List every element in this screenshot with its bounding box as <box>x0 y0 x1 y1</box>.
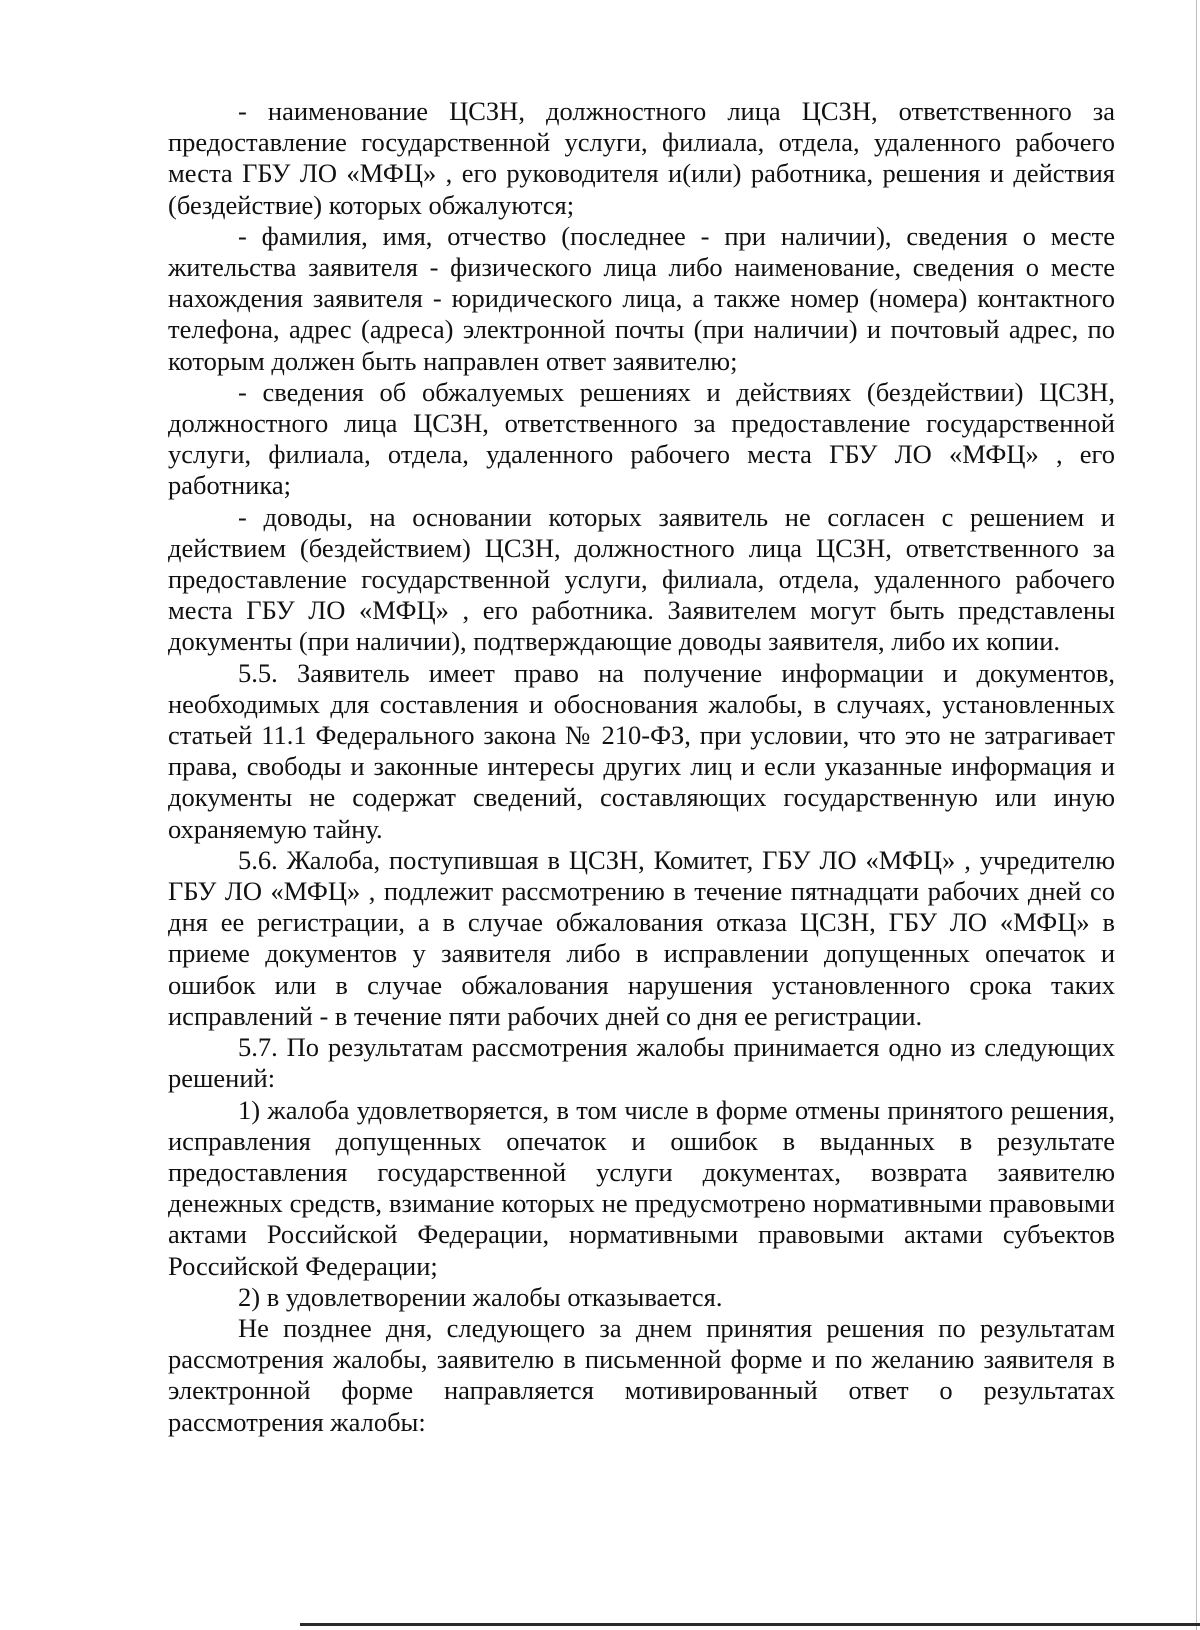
paragraph-appealed-decisions: - сведения об обжалуемых решениях и действиях (бездействии) ЦСЗН, должностного лица ЦСЗН, ответственного за предоставление государственной услуги, филиала, отдела, удаленного рабочего места ГБУ ЛО «МФЦ» , его работника; <box>168 376 1115 501</box>
paragraph-decision-1: 1) жалоба удовлетворяется, в том числе в форме отмены принятого решения, исправления допущенных опечаток и ошибок в выданных в результате предоставления государственной услуги документах, возврата заявителю денежных средств, взимание которых не предусмотрено нормативными правовыми актами Российской Федерации, нормативными правовыми актами субъектов Российской Федерации; <box>168 1094 1115 1281</box>
paragraph-applicant-details: - фамилия, имя, отчество (последнее - при наличии), сведения о месте жительства заявителя - физического лица либо наименование, сведения о месте нахождения заявителя - юридического лица, а также номер (номера) контактного телефона, адрес (адреса) электронной почты (при наличии) и почтовый адрес, по которым должен быть направлен ответ заявителю; <box>168 220 1115 376</box>
paragraph-arguments: - доводы, на основании которых заявитель не согласен с решением и действием (бездействием) ЦСЗН, должностного лица ЦСЗН, ответственного за предоставление государственной услуги, филиала, отдела, удаленного рабочего места ГБУ ЛО «МФЦ» , его работника. Заявителем могут быть представлены документы (при наличии), подтверждающие доводы заявителя, либо их копии. <box>168 501 1115 657</box>
paragraph-5-7: 5.7. По результатам рассмотрения жалобы принимается одно из следующих решений: <box>168 1032 1115 1094</box>
document-body <box>168 96 1115 1438</box>
paragraph-5-5: 5.5. Заявитель имеет право на получение информации и документов, необходимых для составления и обоснования жалобы, в случаях, установленных статьей 11.1 Федерального закона № 210-ФЗ, при условии, что это не затрагивает права, свободы и законные интересы других лиц и если указанные информация и документы не содержат сведений, составляющих государственную или иную охраняемую тайну. <box>168 657 1115 844</box>
paragraph-response-deadline: Не позднее дня, следующего за днем принятия решения по результатам рассмотрения жалобы, заявителю в письменной форме и по желанию заявителя в электронной форме направляется мотивированный ответ о результатах рассмотрения жалобы: <box>168 1312 1115 1437</box>
scan-edge-bottom <box>300 1623 1200 1626</box>
paragraph-decision-2: 2) в удовлетворении жалобы отказывается. <box>238 1281 723 1312</box>
paragraph-5-6: 5.6. Жалоба, поступившая в ЦСЗН, Комитет, ГБУ ЛО «МФЦ» , учредителю ГБУ ЛО «МФЦ» , подлежит рассмотрению в течение пятнадцати рабочих дней со дня ее регистрации, а в случае обжалования отказа ЦСЗН, ГБУ ЛО «МФЦ» в приеме документов у заявителя либо в исправлении допущенных опечаток и ошибок или в случае обжалования нарушения установленного срока таких исправлений - в течение пяти рабочих дней со дня ее регистрации. <box>168 844 1115 1031</box>
scan-edge-right <box>1196 0 1197 1630</box>
paragraph-complaint-subject: - наименование ЦСЗН, должностного лица ЦСЗН, ответственного за предоставление государственной услуги, филиала, отдела, удаленного рабочего места ГБУ ЛО «МФЦ» , его руководителя и(или) работника, решения и действия (бездействие) которых обжалуются; <box>168 96 1115 220</box>
